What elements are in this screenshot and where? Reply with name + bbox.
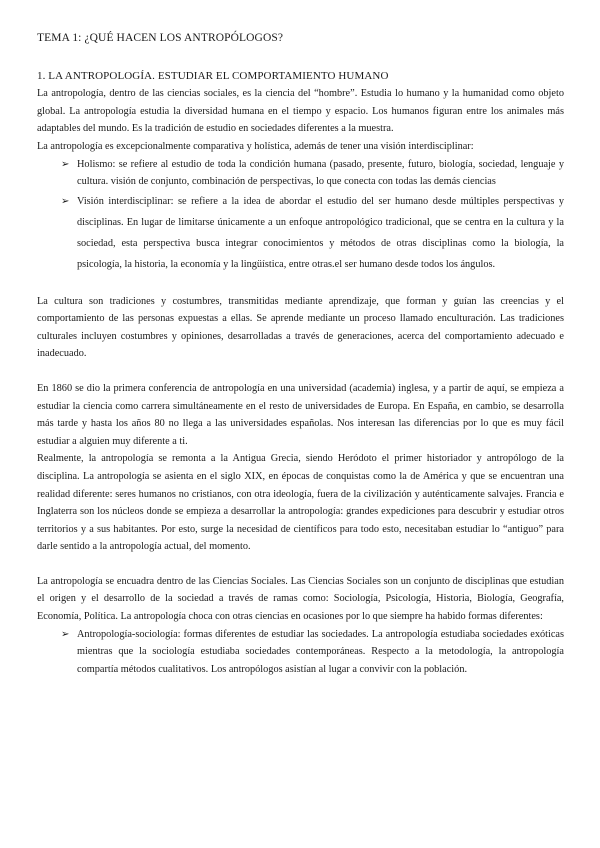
arrowhead-bullet-icon: ➢ xyxy=(61,158,70,170)
paragraph-comparative: La antropología es excepcionalmente comparativa y holística, además de tener una visión interdisciplinar: xyxy=(37,140,474,152)
arrowhead-bullet-icon: ➢ xyxy=(61,195,70,207)
bullet-list-features xyxy=(37,156,564,276)
paragraph-history-1860: En 1860 se dio la primera conferencia de antropología en una universidad (academia) inglesa, y a partir de aquí, se empieza a estudiar la ciencia como carrera simultáneamente en el resto de universidades de Europa. En España, en cambio, se desarrolla más tarde y hasta los años 80 no llega a las universidades españolas. Nos interesan las diferencias por lo que es muy fácil estudiar a alguien muy diferente a ti. xyxy=(37,382,564,447)
bullet-list-disciplines xyxy=(37,626,564,679)
list-item-antropologia-sociologia xyxy=(61,626,564,679)
paragraph-definition: La antropología, dentro de las ciencias sociales, es la ciencia del “hombre”. Estudia lo humano y la humanidad como objeto global. La antropología estudia la diversidad humana en el tiempo y espacio. Los humanos figuran entre los animales más adaptables del mundo. Es la tradición de estudio en sociedades diferentes a la muestra. xyxy=(37,88,564,135)
paragraph-culture: La cultura son tradiciones y costumbres, transmitidas mediante aprendizaje, que forman y guían las creencias y el comportamiento de las personas expuestas a ellas. Se aprende mediante un proceso llamado enculturación. Las tradiciones culturales incluyen costumbres y opiniones, desarrolladas a través de generaciones, acerca del comportamiento adecuado e inadecuado. xyxy=(37,295,564,360)
list-item-text: Visión interdisciplinar: se refiere a la idea de abordar el estudio del ser humano desde múltiples perspectivas y disciplinas. En lugar de limitarse únicamente a un enfoque antropológico tradicional, que se centra en la cultura y la sociedad, esta perspectiva busca integrar conocimientos y métodos de otras disciplinas como la biología, la psicología, la historia, la economía y la lingüística, entre otras.el ser humano desde todos los ángulos. xyxy=(77,195,564,271)
list-item-text: Holismo: se refiere al estudio de toda la condición humana (pasado, presente, futuro, biología, sociedad, lenguaje y cultura. visión de conjunto, combinación de perspectivas, lo que conecta con todas las demás ciencias xyxy=(77,158,564,188)
spacer xyxy=(37,276,564,293)
spacer xyxy=(37,556,564,573)
page-title: TEMA 1: ¿QUÉ HACEN LOS ANTROPÓLOGOS? xyxy=(37,32,284,44)
spacer xyxy=(37,363,564,380)
paragraph-history-greece: Realmente, la antropología se remonta a la Antigua Grecia, siendo Heródoto el primer historiador y antropólogo de la disciplina. La antropología se asienta en el siglo XIX, en épocas de conquistas como la de América y que se encuentran una realidad diferente: seres humanos no cristianos, con otra ideología, fuera de la civilización y auténticamente salvajes. Francia e Inglaterra son los núcleos donde se empieza a desarrollar la antropología: grandes expediciones para descubrir y estudiar otros territorios y a sus habitantes. Por esto, surge la necesidad de científicos para todo esto, necesitaban estudiar lo “antiguo” para darle sentido a la antropología actual, del momento. xyxy=(37,453,564,553)
arrowhead-bullet-icon: ➢ xyxy=(61,628,70,640)
list-item-interdisciplinar xyxy=(61,191,564,276)
section-heading: 1. LA ANTROPOLOGÍA. ESTUDIAR EL COMPORTAMIENTO HUMANO xyxy=(37,69,389,82)
paragraph-social-sciences: La antropología se encuadra dentro de las Ciencias Sociales. Las Ciencias Sociales son un conjunto de disciplinas que estudian el origen y el desarrollo de la sociedad a través de ramas como: Sociología, Psicología, Historia, Biología, Geografía, Economía, Política. La antropología choca con otras ciencias en ocasiones por lo que siempre ha habido formas diferentes: xyxy=(37,575,564,623)
list-item-holismo xyxy=(61,156,564,191)
list-item-text: Antropología-sociología: formas diferentes de estudiar las sociedades. La antropología estudiaba sociedades exóticas mientras que la sociología estudiaba sociedades contemporáneas. Respecto a la metodología, la antropología compartía métodos cualitativos. Los antropólogos asistían al lugar a convivir con la población. xyxy=(77,628,564,675)
